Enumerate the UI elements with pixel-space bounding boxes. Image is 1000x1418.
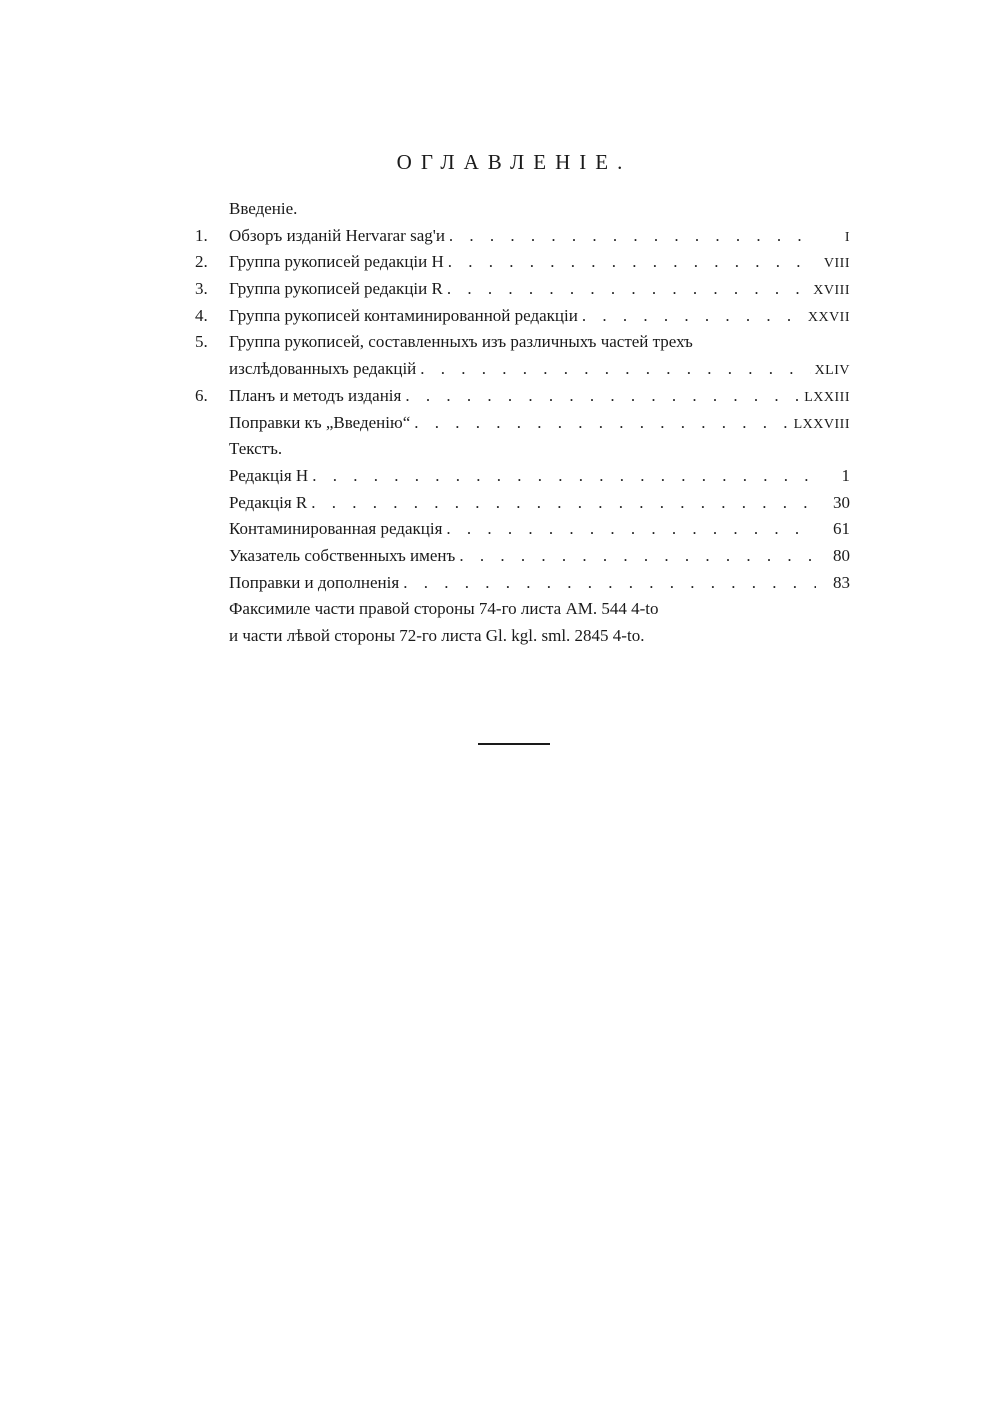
leader-dots — [403, 570, 816, 597]
toc-heading-label: Текстъ. — [229, 439, 283, 459]
toc-entry — [195, 463, 850, 490]
toc-entry-page: 80 — [833, 545, 850, 565]
toc-entry — [195, 329, 850, 356]
page-title: ОГЛАВЛЕНІЕ. — [396, 150, 632, 174]
toc-entry-page: XLIV — [814, 363, 850, 379]
toc-entry-label: Группа рукописей редакціи R — [229, 279, 443, 299]
leader-dots — [311, 490, 816, 517]
toc-entry — [195, 303, 850, 330]
toc-entry — [195, 410, 850, 437]
toc-entry-number: 5. — [195, 332, 208, 352]
toc-entry — [195, 249, 850, 276]
closing-rule — [478, 743, 550, 745]
facsimile-text: Факсимиле части правой стороны 74-го листа AM. 544 4-to — [229, 599, 659, 619]
toc-entry-label: Группа рукописей контаминированной редакціи — [229, 305, 578, 325]
toc-entry-page: 61 — [833, 519, 850, 539]
toc-entry-label: Обзоръ изданій Hervarar sag'и — [229, 225, 445, 245]
toc-entry-label: Группа рукописей редакціи H — [229, 252, 444, 272]
leader-dots — [447, 276, 809, 303]
toc-entry-label: Группа рукописей, составленныхъ изъ различныхъ частей трехъ — [229, 332, 693, 352]
toc-entry — [195, 570, 850, 597]
toc-heading-introduction — [195, 196, 850, 223]
leader-dots — [582, 303, 804, 330]
toc-entry-continuation — [195, 356, 850, 383]
toc-entry — [195, 490, 850, 517]
toc-entry-label: Поправки къ „Введенію“ — [229, 412, 411, 432]
leader-dots — [448, 249, 816, 276]
toc-entry-page: XXVII — [807, 309, 850, 325]
toc-entry-number: 2. — [195, 252, 208, 272]
toc-entry-page: 30 — [833, 492, 850, 512]
toc-entry — [195, 516, 850, 543]
facsimile-text: и части лѣвой стороны 72-го листа Gl. kgl. sml. 2845 4-to. — [229, 626, 645, 645]
facsimile-line — [195, 596, 850, 623]
toc-entry — [195, 543, 850, 570]
toc-entry-label: Редакція R — [229, 492, 308, 512]
leader-dots — [459, 543, 816, 570]
toc-entry-page: LXXIII — [804, 389, 850, 405]
leader-dots — [446, 516, 816, 543]
leader-dots — [420, 356, 810, 383]
toc-entry-label: Планъ и методъ изданія — [229, 385, 402, 405]
leader-dots — [312, 463, 816, 490]
toc-entry-page: I — [844, 229, 850, 245]
table-of-contents — [195, 196, 850, 650]
toc-entry-page: 83 — [833, 572, 850, 592]
toc-entry-page: 1 — [841, 465, 850, 485]
leader-dots — [414, 410, 789, 437]
toc-entry-label: Редакція H — [229, 465, 309, 485]
facsimile-line — [195, 623, 850, 650]
toc-entry-label: Поправки и дополненія — [229, 572, 400, 592]
toc-heading-label: Введеніе. — [229, 199, 298, 218]
toc-entry-label: Указатель собственныхъ именъ — [229, 545, 456, 565]
toc-entry-label: изслѣдованныхъ редакцій — [229, 359, 417, 379]
toc-entry-number: 1. — [195, 225, 208, 245]
toc-entry-number: 3. — [195, 279, 208, 299]
toc-entry-page: XVIII — [813, 283, 850, 299]
toc-entry — [195, 223, 850, 250]
leader-dots — [405, 383, 800, 410]
toc-entry-label: Контаминированная редакція — [229, 519, 443, 539]
toc-entry — [195, 276, 850, 303]
leader-dots — [449, 223, 816, 250]
toc-entry-number: 6. — [195, 385, 208, 405]
toc-entry-page: LXXVIII — [793, 416, 850, 432]
toc-entry — [195, 383, 850, 410]
toc-heading-text — [195, 436, 850, 463]
toc-entry-page: VIII — [823, 256, 850, 272]
toc-entry-number: 4. — [195, 305, 208, 325]
